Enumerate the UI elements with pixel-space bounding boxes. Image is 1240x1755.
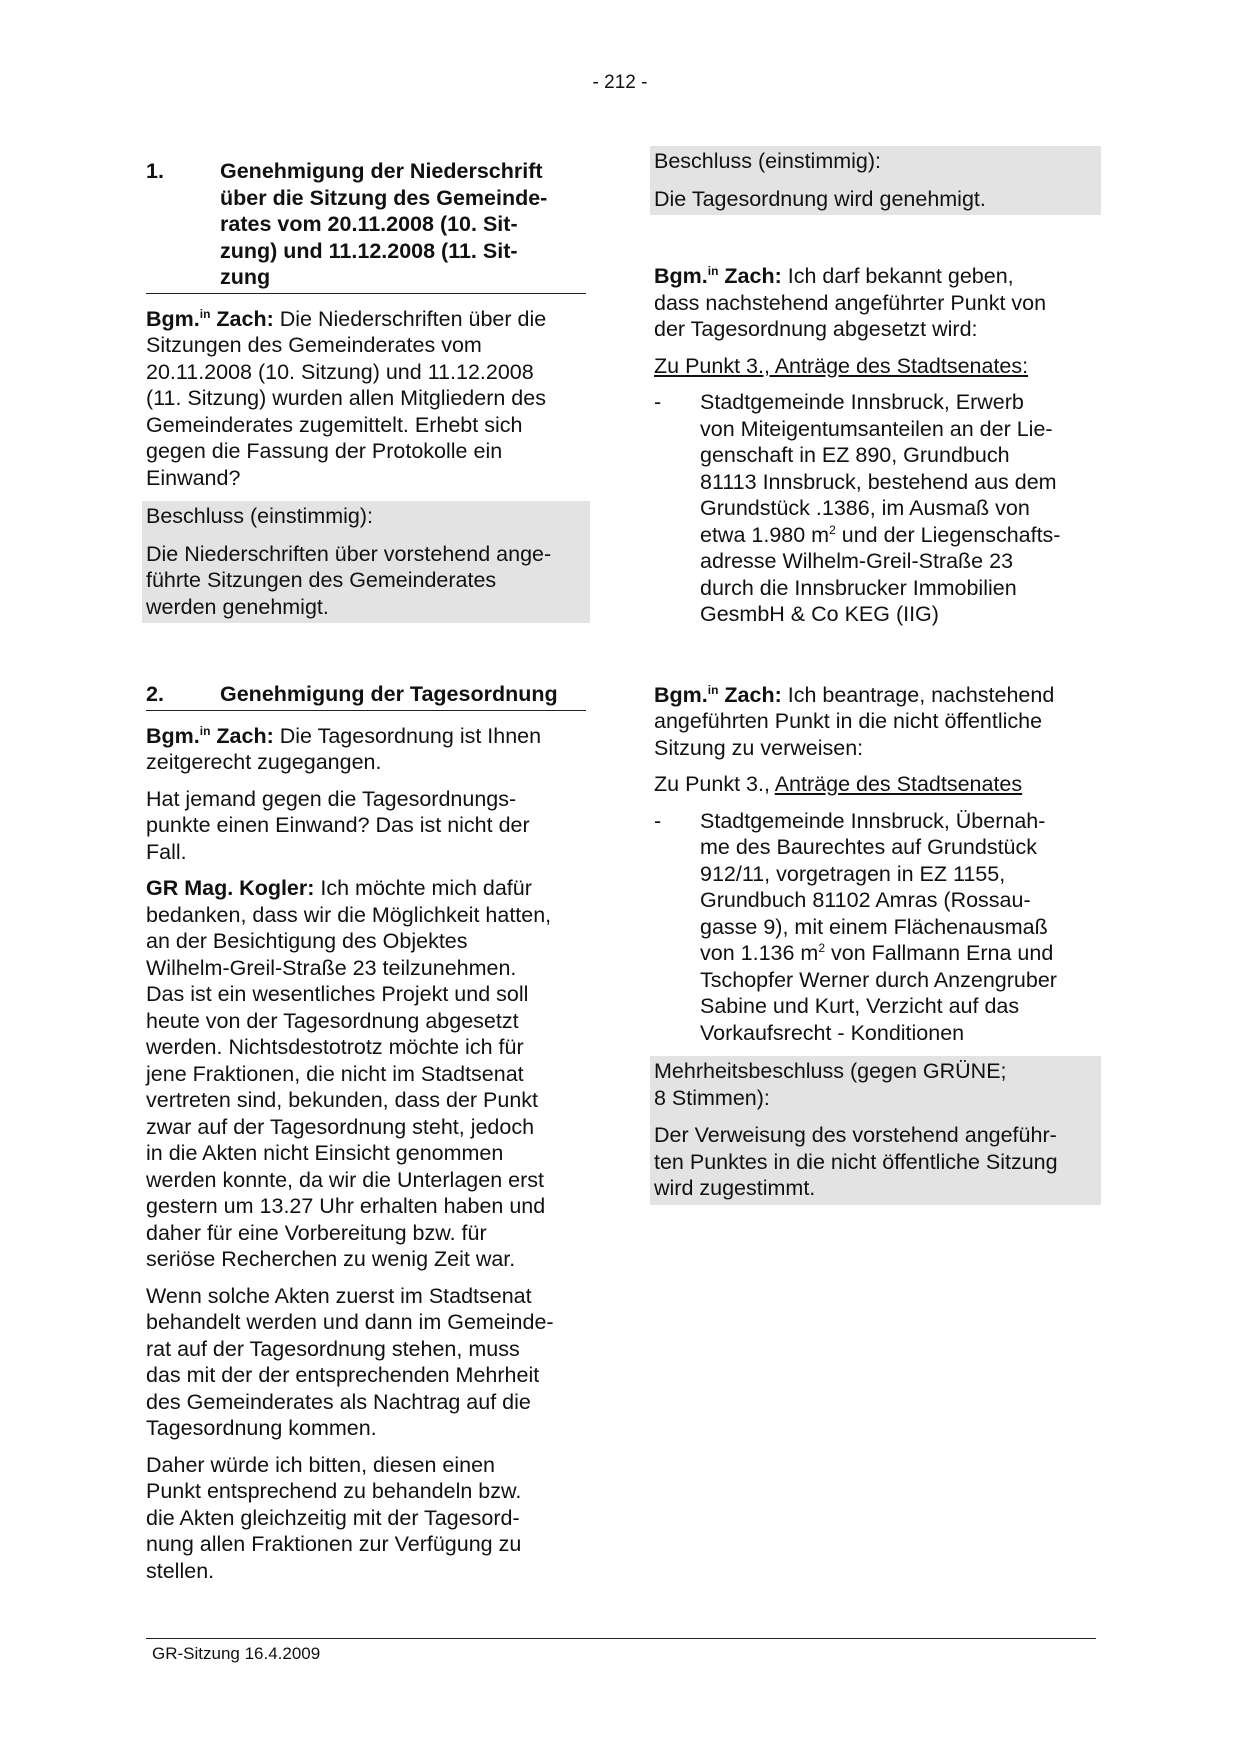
agenda-item-title: Genehmigung der Tagesordnung: [220, 682, 558, 706]
agenda-item-title: Genehmigung der Niederschrift über die Sitzung des Gemeinde- rates vom 20.11.2008 (10. Sit- zung) und 11.12.2008 (11. Sit- zung: [220, 159, 548, 289]
agenda-item-1-heading: [146, 158, 586, 294]
speaker-label: GR Mag. Kogler:: [146, 876, 315, 900]
paragraph: Hat jemand gegen die Tagesordnungs- punkte einen Einwand? Das ist nicht der Fall.: [146, 786, 530, 864]
speaker-label: Bgm.$^{in}$ Zach:: [146, 723, 274, 748]
point-heading: Zu Punkt 3., Anträge des Stadtsenates: [654, 772, 1023, 796]
speaker-label: Bgm.$^{in}$ Zach:: [654, 682, 782, 707]
speaker-label: Bgm.$^{in}$ Zach:: [146, 306, 274, 331]
point-heading: Zu Punkt 3., Anträge des Stadtsenates:: [654, 353, 1029, 378]
mayor-statement: Bgm.$^{in}$ Zach: Die Tagesordnung ist Ihnen zeitgerecht zugegangen.: [146, 723, 542, 774]
mayor-statement: Bgm.$^{in}$ Zach: Ich darf bekannt geben, dass nachstehend angeführter Punkt von der Tagesordnung abgesetzt wird:: [654, 264, 1047, 341]
decision-text: Die Niederschriften über vorstehend ange- führte Sitzungen des Gemeinderates werden genehmigt.: [142, 533, 590, 624]
page-footer: GR-Sitzung 16.4.2009: [152, 1644, 321, 1663]
list-item-text: Stadtgemeinde Innsbruck, Übernah- me des Baurechtes auf Grundstück 912/11, vorgetragen in EZ 1155, Grundbuch 81102 Amras (Rossau- gasse 9), mit einem Flächenausmaß von 1.136 $m^2$ von Fallmann Erna und Tschopfer Werner durch Anzengruber Sabine und Kurt, Verzicht auf das Vorkaufsrecht - Konditionen: [700, 808, 1057, 1045]
decision-label: Beschluss (einstimmig):: [650, 146, 1101, 178]
list-item: [654, 389, 1097, 628]
councillor-statement: GR Mag. Kogler: Ich möchte mich dafür bedanken, dass wir die Möglichkeit hatten, an der Besichtigung des Objektes Wilhelm-Greil-Straße 23 teilzunehmen. Das ist ein wesentliches Projekt und soll heute von der Tagesordnung abgesetzt werden. Nichtsdestotrotz möchte ich für jene Fraktionen, die nicht im Stadtsenat vertreten sind, bekunden, dass der Punkt zwar auf der Tagesordnung steht, jedoch in die Akten nicht Einsicht genommen werden konnte, da wir die Unterlagen erst gestern um 13.27 Uhr erhalten haben und daher für eine Vorbereitung bzw. für seriöse Recherchen zu wenig Zeit war.: [146, 876, 552, 1271]
list-dash: -: [654, 390, 662, 414]
agenda-item-number: 2.: [146, 682, 164, 706]
agenda-item-2-heading: [146, 681, 586, 711]
left-column: [146, 158, 586, 1594]
right-column: [654, 146, 1097, 1205]
list-dash: -: [654, 808, 662, 833]
list-item: [654, 808, 1097, 1047]
paragraph: Daher würde ich bitten, diesen einen Punkt entsprechend zu behandeln bzw. die Akten gleichzeitig mit der Tagesord- nung allen Fraktionen zur Verfügung zu stellen.: [146, 1452, 522, 1583]
paragraph: Wenn solche Akten zuerst im Stadtsenat behandelt werden und dann im Gemeinde- rat auf der Tagesordnung stehen, muss das mit der der entsprechenden Mehrheit des Gemeinderates als Nachtrag auf die Tagesordnung kommen.: [146, 1283, 554, 1440]
page-number: - 212 -: [592, 72, 648, 93]
decision-text: Der Verweisung des vorstehend angeführ- ten Punktes in die nicht öffentliche Sitzung wird zugestimmt.: [650, 1114, 1101, 1205]
mayor-statement: Bgm.$^{in}$ Zach: Ich beantrage, nachstehend angeführten Punkt in die nicht öffentliche Sitzung zu verweisen:: [654, 682, 1055, 760]
decision-label: Mehrheitsbeschluss (gegen GRÜNE; 8 Stimmen):: [650, 1056, 1101, 1114]
list-item-text: Stadtgemeinde Innsbruck, Erwerb von Miteigentumsanteilen an der Lie- genschaft in EZ 890, Grundbuch 81113 Innsbruck, bestehend aus dem Grundstück .1386, im Ausmaß von etwa 1.980 $m^2$ und der Liegenschafts- adresse Wilhelm-Greil-Straße 23 durch die Innsbrucker Immobilien GesmbH & Co KEG (IIG): [700, 390, 1061, 626]
decision-label: Beschluss (einstimmig):: [142, 501, 590, 533]
agenda-item-number: 1.: [146, 159, 164, 183]
mayor-statement: Bgm.$^{in}$ Zach: Die Niederschriften über die Sitzungen des Gemeinderates vom 20.11.2008 (10. Sitzung) und 11.12.2008 (11. Sitzung) wurden allen Mitgliedern des Gemeinderates zugemittelt. Erhebt sich gegen die Fassung der Protokolle ein Einwand?: [146, 306, 547, 490]
speaker-label: Bgm.$^{in}$ Zach:: [654, 264, 782, 288]
footer-divider: [146, 1638, 1096, 1639]
decision-text: Die Tagesordnung wird genehmigt.: [650, 178, 1101, 216]
